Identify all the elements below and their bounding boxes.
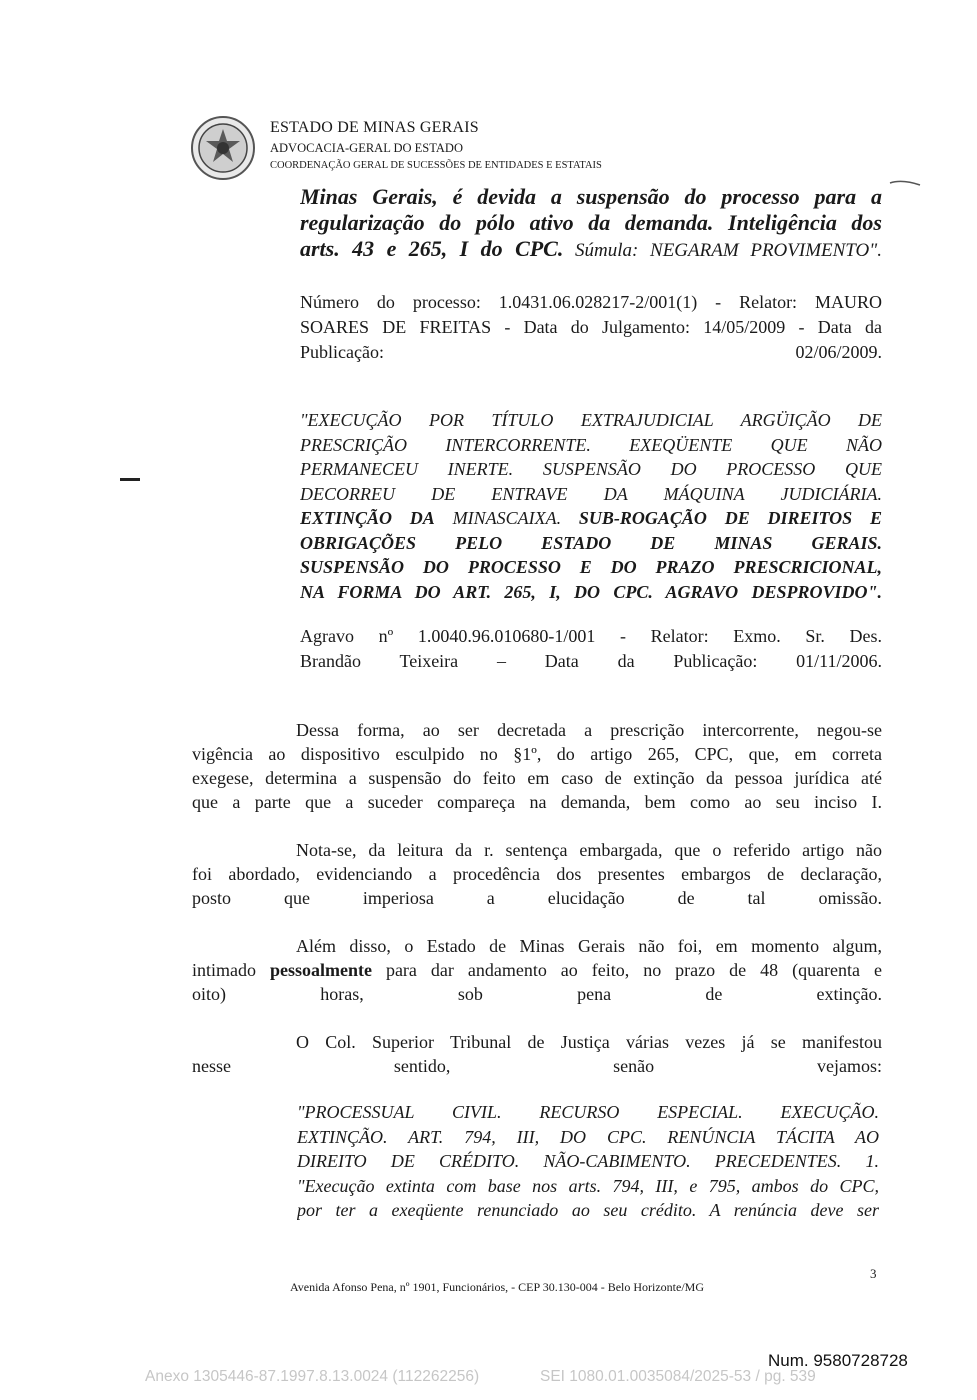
margin-mark	[120, 478, 140, 481]
top-quote-sumula: Súmula: NEGARAM PROVIMENTO".	[563, 240, 882, 261]
top-quote-bold: arts. 43 e 265, I do CPC.	[300, 236, 564, 261]
paragraph-2	[192, 838, 882, 910]
paragraph-line: nesse sentido, senão vejamos:	[192, 1056, 882, 1076]
handwritten-page-text: 89	[886, 152, 920, 182]
top-quote	[300, 184, 882, 264]
sei-watermark: SEI 1080.01.0035084/2025-53 / pg. 539	[540, 1368, 816, 1385]
paragraph-line: Dessa forma, ao ser decretada a prescrição intercorrente, negou-se	[296, 720, 882, 740]
paragraph-3	[192, 934, 882, 1006]
paragraph-line: Nota-se, da leitura da r. sentença embargada, que o referido artigo não	[296, 840, 882, 860]
quote-bold: SUB-ROGAÇÃO DE DIREITOS E	[561, 508, 882, 528]
citation-2	[300, 624, 882, 674]
quote-line: DIREITO DE CRÉDITO. NÃO-CABIMENTO. PRECEDENTES. 1.	[297, 1151, 879, 1171]
citation-line: SOARES DE FREITAS - Data do Julgamento: 14/05/2009 - Data da	[300, 317, 882, 337]
top-quote-line	[300, 236, 882, 264]
document-number: Num. 9580728728	[768, 1351, 908, 1370]
paragraph-text: para dar andamento ao feito, no prazo de 48 (quarenta e	[371, 960, 882, 980]
quote-line	[300, 506, 882, 531]
quote-line: por ter a exeqüente renunciado ao seu crédito. A renúncia deve ser	[297, 1200, 879, 1220]
paragraph-1	[192, 718, 882, 814]
quote-2	[300, 408, 882, 604]
paragraph-line: que a parte que a suceder compareça na demanda, bem como ao seu inciso I.	[192, 792, 882, 812]
quote-line: "Execução extinta com base nos arts. 794, III, e 795, ambos do CPC,	[297, 1175, 879, 1196]
citation-line: Número do processo: 1.0431.06.028217-2/001(1) - Relator: MAURO	[300, 292, 882, 312]
emphasis-pessoalmente: pessoalmente	[269, 960, 372, 980]
paragraph-line: O Col. Superior Tribunal de Justiça várias vezes já se manifestou	[296, 1032, 882, 1052]
handwritten-page-number	[880, 145, 930, 190]
paragraph-line: vigência ao dispositivo esculpido no §1º, do artigo 265, CPC, que, em correta	[192, 744, 882, 764]
quote-plain: MINASCAIXA.	[434, 508, 562, 528]
header-coordination: COORDENAÇÃO GERAL DE SUCESSÕES DE ENTIDADES E ESTATAIS	[270, 160, 602, 171]
paragraph-4	[192, 1030, 882, 1078]
page-number: 3	[870, 1266, 877, 1281]
quote-line: PRESCRIÇÃO INTERCORRENTE. EXEQÜENTE QUE NÃO	[300, 434, 882, 455]
paragraph-line: oito) horas, sob pena de extinção.	[192, 984, 882, 1004]
top-quote-line: regularização do pólo ativo da demanda. Inteligência dos	[300, 210, 882, 235]
quote-line: DECORREU DE ENTRAVE DA MÁQUINA JUDICIÁRIA.	[300, 483, 882, 504]
annex-watermark: Anexo 1305446-87.1997.8.13.0024 (112262256)	[145, 1368, 480, 1385]
quote-line: NA FORMA DO ART. 265, I, DO CPC. AGRAVO DESPROVIDO".	[300, 581, 882, 602]
paragraph-line	[192, 958, 882, 982]
header-state: ESTADO DE MINAS GERAIS	[270, 119, 479, 136]
quote-line: EXTINÇÃO. ART. 794, III, DO CPC. RENÚNCIA TÁCITA AO	[297, 1126, 879, 1147]
coat-of-arms-icon	[190, 115, 256, 181]
citation-line: Publicação: 02/06/2009.	[300, 342, 882, 362]
footer-address: Avenida Afonso Pena, nº 1901, Funcionários, - CEP 30.130-004 - Belo Horizonte/MG	[290, 1280, 705, 1294]
paragraph-text: intimado	[192, 960, 270, 980]
quote-line: "PROCESSUAL CIVIL. RECURSO ESPECIAL. EXECUÇÃO.	[297, 1102, 879, 1122]
paragraph-line: posto que imperiosa a elucidação de tal omissão.	[192, 888, 882, 908]
paragraph-line: Além disso, o Estado de Minas Gerais não foi, em momento algum,	[296, 936, 882, 956]
top-quote-line: Minas Gerais, é devida a suspensão do processo para a	[300, 184, 882, 209]
citation-line: Brandão Teixeira – Data da Publicação: 01/11/2006.	[300, 651, 882, 671]
citation-1	[300, 290, 882, 365]
quote-line: OBRIGAÇÕES PELO ESTADO DE MINAS GERAIS.	[300, 532, 882, 553]
paragraph-line: foi abordado, evidenciando a procedência dos presentes embargos de declaração,	[192, 864, 882, 884]
quote-line: "EXECUÇÃO POR TÍTULO EXTRAJUDICIAL ARGÜIÇÃO DE	[300, 410, 882, 430]
quote-3	[297, 1100, 879, 1223]
quote-line: PERMANECEU INERTE. SUSPENSÃO DO PROCESSO QUE	[300, 459, 882, 479]
citation-line: Agravo nº 1.0040.96.010680-1/001 - Relator: Exmo. Sr. Des.	[300, 626, 882, 646]
quote-line: SUSPENSÃO DO PROCESSO E DO PRAZO PRESCRICIONAL,	[300, 557, 882, 577]
quote-bold: EXTINÇÃO DA	[300, 508, 435, 528]
header-agency: ADVOCACIA-GERAL DO ESTADO	[270, 141, 463, 155]
paragraph-line: exegese, determina a suspensão do feito em caso de extinção da pessoa jurídica até	[192, 768, 882, 788]
